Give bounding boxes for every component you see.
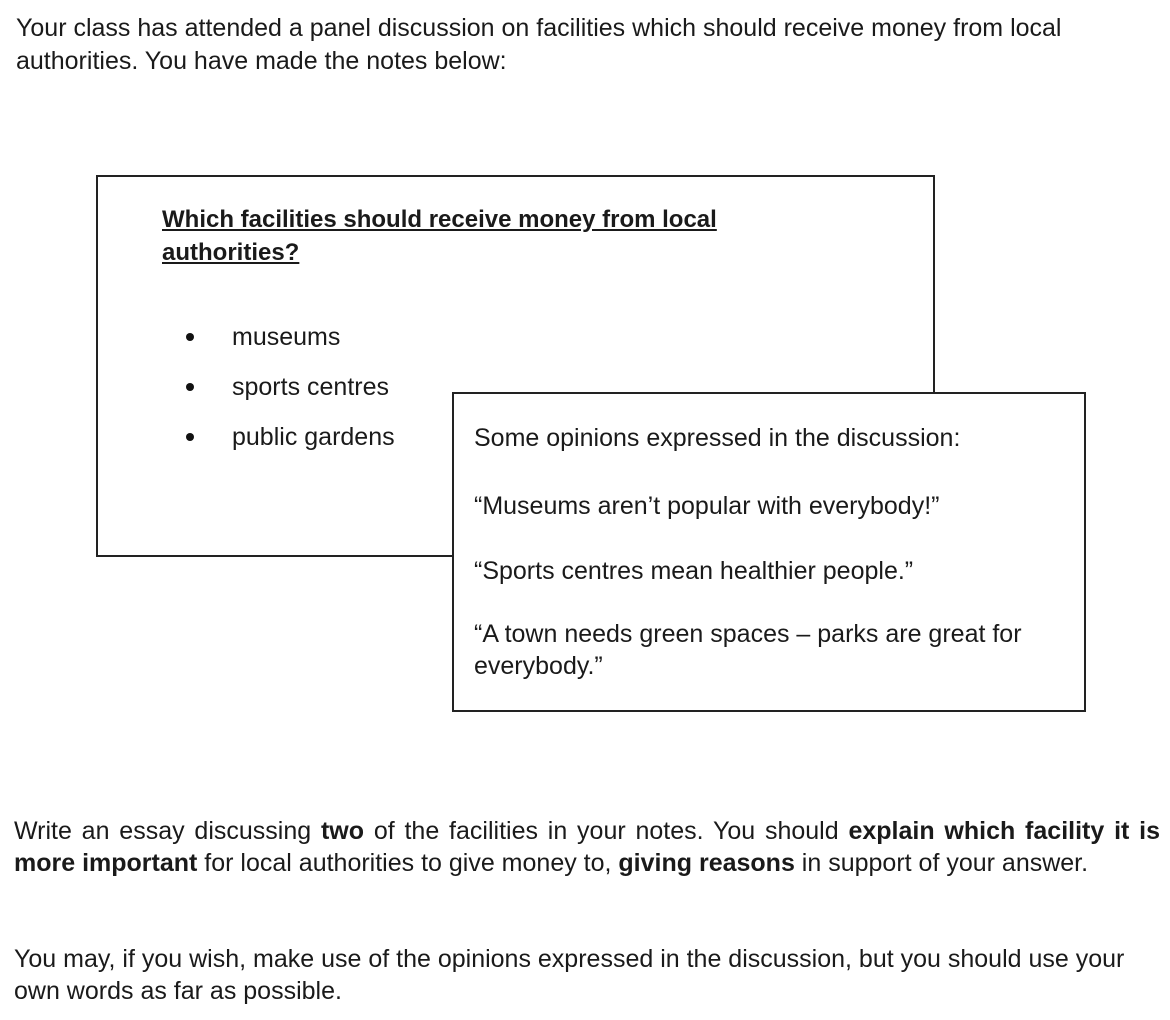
notes-list — [182, 321, 395, 471]
intro-text: Your class has attended a panel discussion on facilities which should receive money from local authorities. You have made the notes below: — [16, 14, 1062, 75]
list-item-label: sports centres — [232, 373, 390, 401]
task-instructions — [14, 815, 1160, 879]
notes-title: Which facilities should receive money from local authorities? — [162, 206, 717, 266]
opinion-quote: “A town needs green spaces – parks are great for everybody.” — [474, 620, 1022, 680]
list-item — [182, 321, 395, 371]
list-item — [182, 371, 395, 421]
bullet-icon — [186, 383, 194, 391]
opinion-quote: “Sports centres mean healthier people.” — [474, 557, 914, 585]
list-item-label: museums — [232, 323, 341, 351]
opinions-box — [452, 392, 1086, 712]
task-text: for local authorities to give money to, — [197, 849, 619, 877]
task-emphasis: giving reasons — [618, 849, 795, 877]
task-text: of the facilities in your notes. You should — [364, 817, 849, 845]
opinions-heading: Some opinions expressed in the discussion: — [474, 424, 961, 452]
task-text: Write an essay discussing — [14, 817, 321, 845]
task-emphasis: two — [320, 817, 365, 845]
opinion-quote: “Museums aren’t popular with everybody!” — [474, 492, 940, 520]
task-note: You may, if you wish, make use of the opinions expressed in the discussion, but you should use your own words as far as possible. — [14, 945, 1125, 1005]
list-item-label: public gardens — [232, 423, 395, 451]
task-emphasis: explain which facility it is more important — [14, 817, 1161, 877]
task-text: in support of your answer. — [794, 849, 1089, 877]
bullet-icon — [186, 333, 194, 341]
list-item — [182, 421, 395, 471]
bullet-icon — [186, 433, 194, 441]
